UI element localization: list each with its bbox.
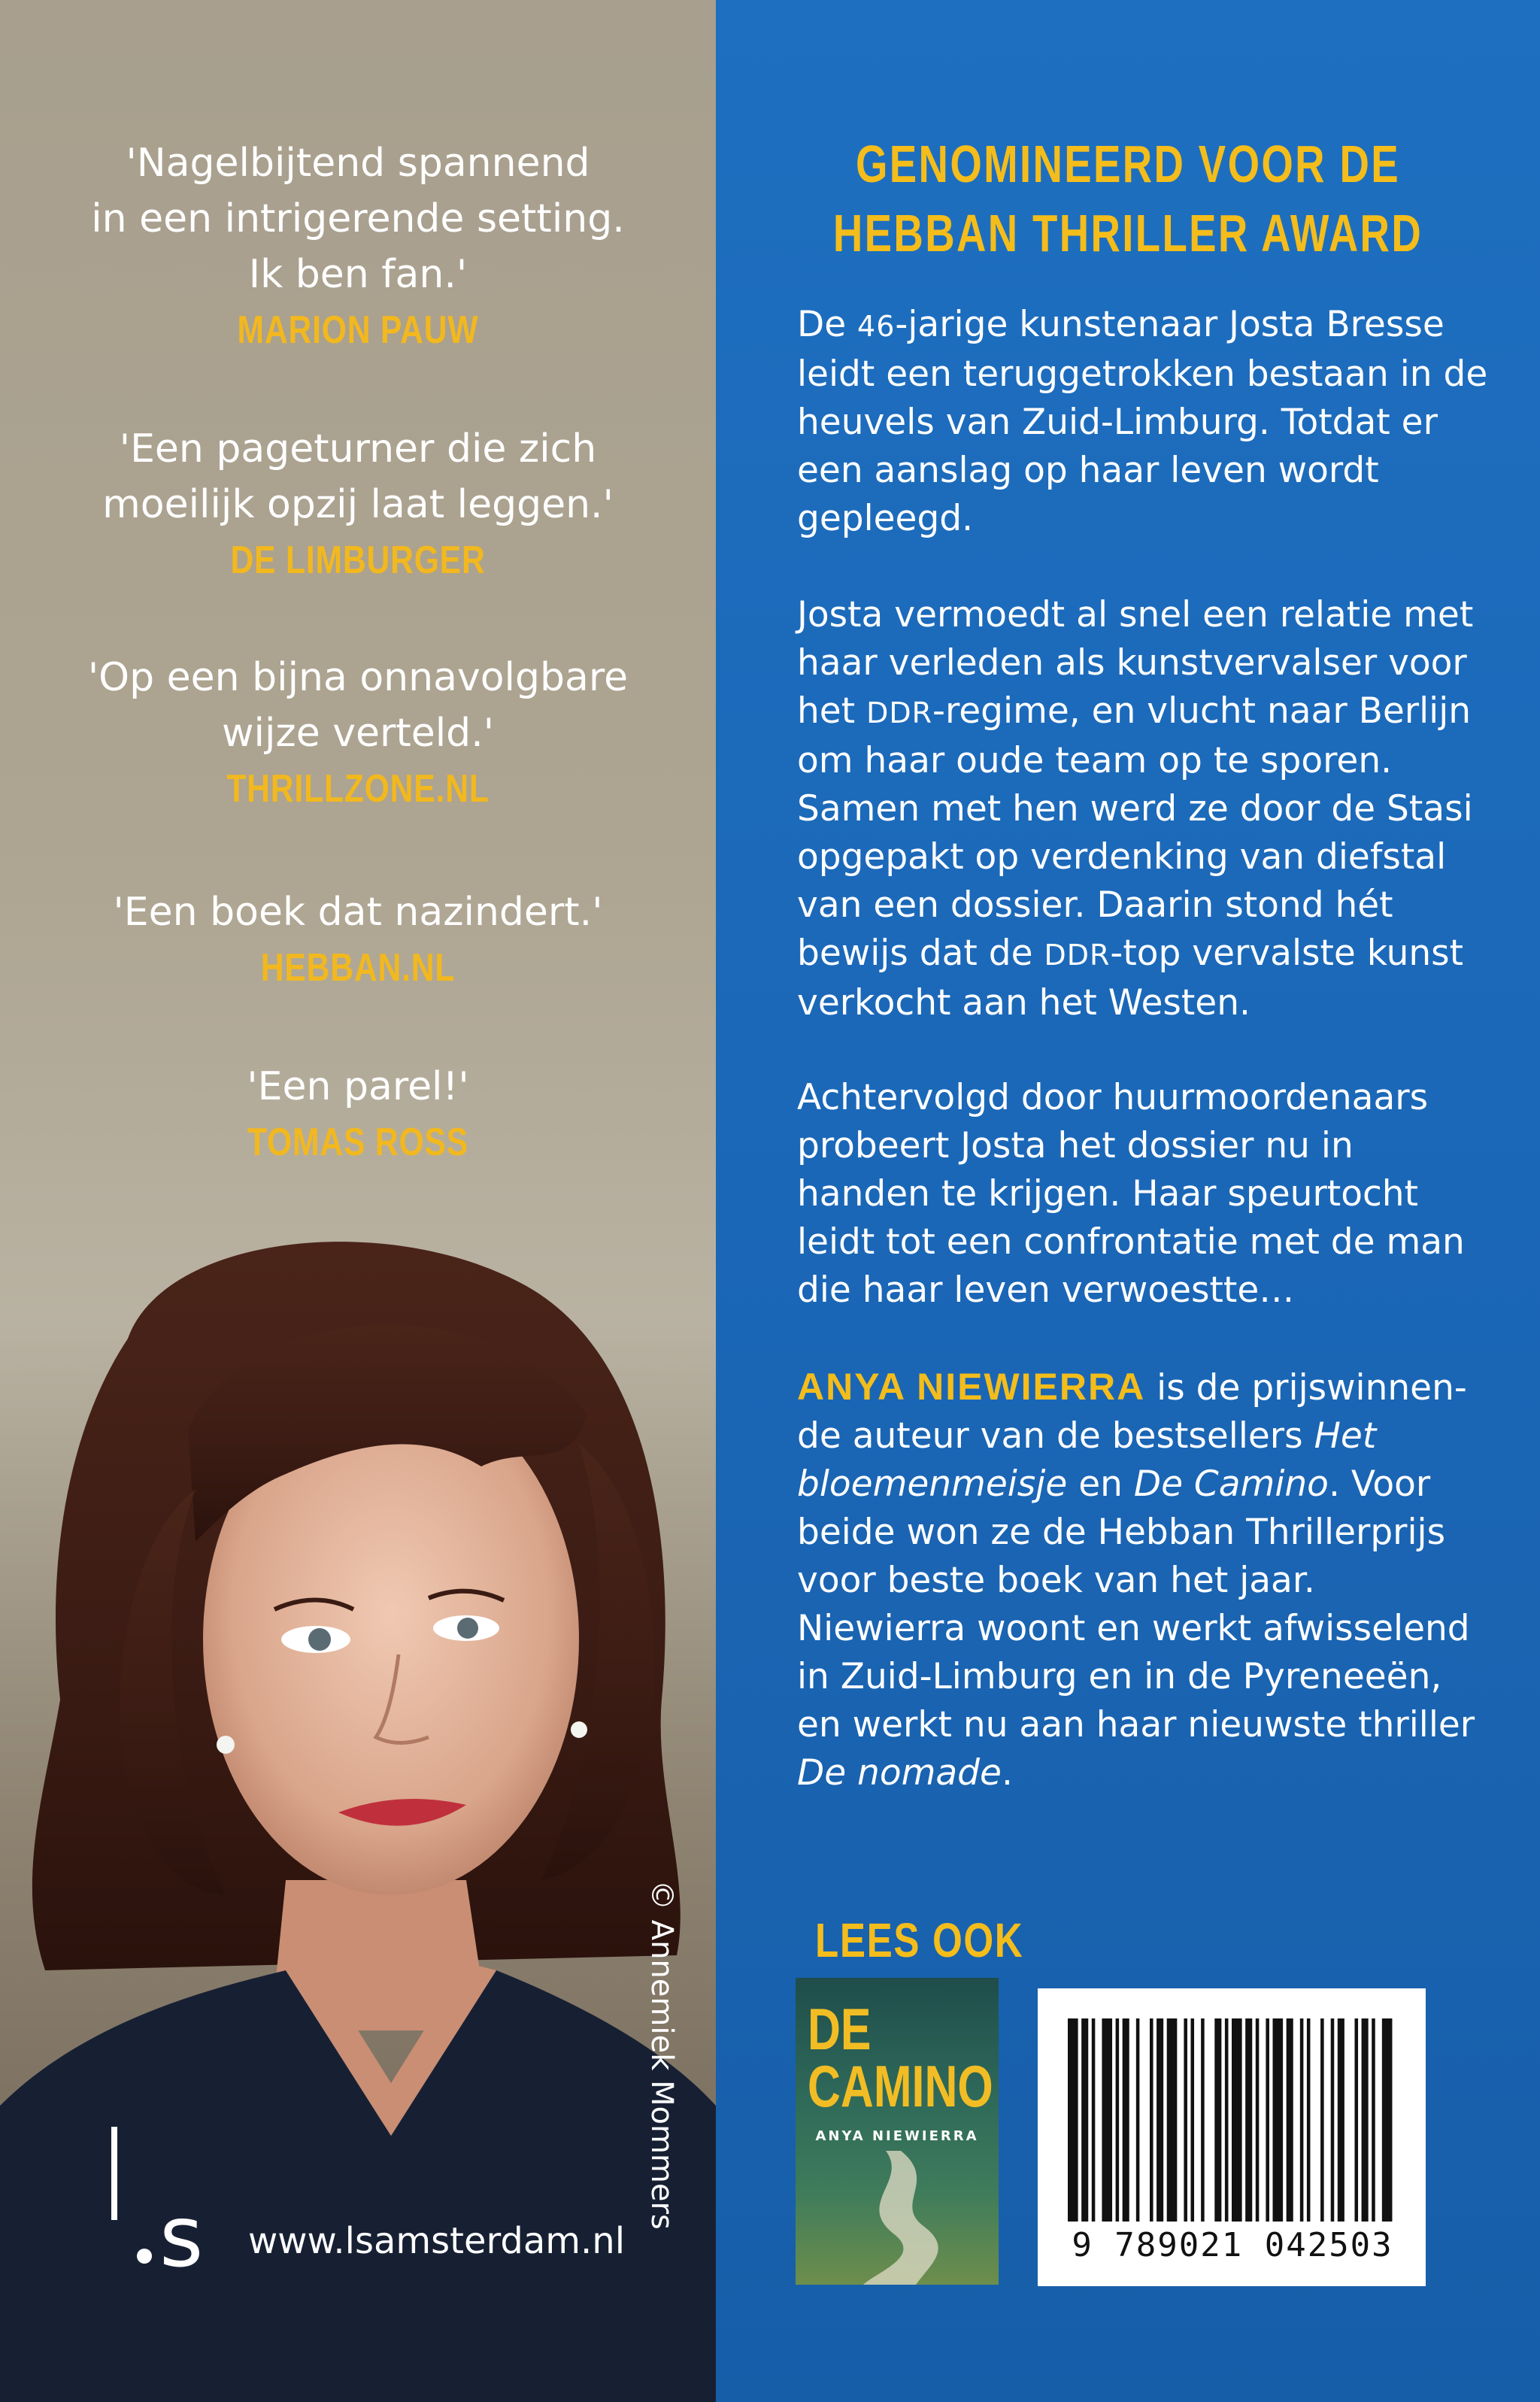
quote-source: HEBBAN.NL	[260, 946, 456, 990]
book-title-italic: De Camino	[1133, 1463, 1329, 1505]
quote-source: DE LIMBURGER	[230, 538, 486, 582]
barcode-bar	[1136, 2018, 1140, 2222]
text-span: -top vervalste kunst verkocht aan het Westen.	[797, 933, 1464, 1024]
blurb-paragraph-3: Achtervolgd door huurmoordenaars probeert Josta het dossier nu in handen te krijgen. Haar speurtocht leidt tot een confrontatie met de man die haar leven verwoestte…	[797, 1077, 1465, 1311]
quote-text: in een intrigerende setting.	[91, 196, 625, 241]
barcode-bar	[1167, 2018, 1178, 2222]
text-span: . Voor beide won ze de Hebban Thrillerprijs voor beste boek van het jaar. Niewierra woont en werkt afwisselend in Zuid-Limburg en in de Pyreneeën, en werkt nu aan haar nieuwste thriller	[797, 1463, 1475, 1745]
quote-text: 'Een pageturner die zich	[119, 426, 597, 472]
barcode-bar	[1191, 2018, 1195, 2222]
quote-text: moeilijk opzij laat leggen.'	[102, 482, 614, 527]
review-quote-3	[0, 650, 716, 817]
award-headline	[716, 129, 1540, 268]
related-book-cover	[796, 1978, 999, 2285]
barcode-bar	[1081, 2018, 1088, 2222]
quote-text: 'Nagelbijtend spannend	[126, 141, 590, 186]
barcode-bar	[1214, 2018, 1221, 2222]
title-line: DE	[808, 1996, 872, 2062]
lees-ook-label: LEES OOK	[815, 1913, 1024, 1967]
quote-source: TOMAS ROSS	[247, 1121, 469, 1164]
left-panel	[0, 0, 716, 2402]
barcode-bar	[1068, 2018, 1078, 2222]
barcode-bar	[1184, 2018, 1187, 2222]
text-span: .	[1001, 1752, 1013, 1794]
author-name: ANYA NIEWIERRA	[797, 1366, 1146, 1408]
text-span: -regime, en vlucht naar Berlijn om haar oude team op te sporen. Samen met hen werd ze door de Stasi opgepakt op verdenking van diefstal van een dossier. Daarin stond hét bewijs dat de	[797, 690, 1473, 974]
text-span: is de prijswinnen-de auteur van de bestsellers	[797, 1367, 1467, 1457]
barcode-bar	[1300, 2018, 1304, 2222]
review-quote-1	[0, 135, 716, 358]
blurb-paragraph-1	[797, 301, 1489, 543]
barcode-bar	[1232, 2018, 1242, 2222]
book-title-italic: De nomade	[797, 1752, 1002, 1794]
review-quote-4	[0, 884, 716, 996]
barcode-bar	[1382, 2018, 1393, 2222]
barcode-bar	[1201, 2018, 1205, 2222]
ddr-abbrev: DDR	[866, 696, 933, 729]
barcode-bar	[1157, 2018, 1163, 2222]
quote-source: MARION PAUW	[237, 308, 479, 352]
headline-line-2: HEBBAN THRILLER AWARD	[832, 204, 1423, 262]
publisher-logo-s: s	[159, 2188, 204, 2286]
barcode	[1038, 1988, 1426, 2286]
book-title-italic: Het bloemenmeisje	[797, 1415, 1377, 1505]
barcode-bars	[1068, 2018, 1396, 2222]
author-bio	[797, 1363, 1489, 1797]
barcode-bar	[1245, 2018, 1252, 2222]
quote-text: Ik ben fan.'	[248, 252, 468, 297]
title-line: CAMINO	[808, 2053, 993, 2119]
blurb-paragraph-2	[797, 591, 1489, 1027]
quote-text: 'Op een bijna onnavolgbare	[87, 655, 629, 700]
text-span: -jarige kunstenaar Josta Bresse leidt een teruggetrokken bestaan in de heuvels van Zuid-Limburg. Totdat er een aanslag op haar leven wordt gepleegd.	[797, 304, 1488, 539]
headline-line-1: GENOMINEERD VOOR DE	[855, 135, 1401, 193]
isbn-number: 9 789021 042503	[1072, 2226, 1393, 2264]
barcode-bar	[1092, 2018, 1096, 2222]
barcode-bar	[1355, 2018, 1359, 2222]
review-quote-2	[0, 421, 716, 588]
text-span: De	[797, 304, 858, 345]
road-illustration	[796, 2151, 999, 2285]
barcode-bar	[1225, 2018, 1229, 2222]
quote-source: THRILLZONE.NL	[226, 767, 490, 811]
barcode-bar	[1150, 2018, 1153, 2222]
barcode-bar	[1362, 2018, 1369, 2222]
barcode-bar	[1256, 2018, 1260, 2222]
barcode-bar	[1372, 2018, 1375, 2222]
review-quote-5	[0, 1059, 716, 1170]
barcode-bar	[1123, 2018, 1129, 2222]
quote-text: 'Een parel!'	[247, 1064, 469, 1109]
related-book-title	[808, 1996, 993, 2119]
age-number: 46	[857, 310, 896, 343]
barcode-bar	[1116, 2018, 1120, 2222]
related-book-author: ANYA NIEWIERRA	[815, 2128, 979, 2144]
quote-text: 'Een boek dat nazindert.'	[113, 890, 603, 935]
barcode-bar	[1102, 2018, 1112, 2222]
barcode-bar	[1287, 2018, 1293, 2222]
barcode-bar	[1273, 2018, 1284, 2222]
text-span: Josta vermoedt al snel een relatie met haar verleden als kunstvervalser voor het	[797, 594, 1474, 732]
ddr-abbrev: DDR	[1044, 939, 1111, 972]
publisher-website: www.lsamsterdam.nl	[248, 2220, 626, 2262]
publisher-logo-dot	[137, 2249, 152, 2264]
barcode-bar	[1331, 2018, 1335, 2222]
barcode-bar	[1320, 2018, 1324, 2222]
photo-credit: © Annemiek Mommers	[644, 1880, 679, 2230]
quote-text: wijze verteld.'	[221, 711, 495, 756]
publisher-logo-bar	[111, 2127, 117, 2220]
barcode-bar	[1266, 2018, 1269, 2222]
barcode-bar	[1338, 2018, 1344, 2222]
text-span: en	[1067, 1463, 1134, 1505]
barcode-bar	[1307, 2018, 1311, 2222]
